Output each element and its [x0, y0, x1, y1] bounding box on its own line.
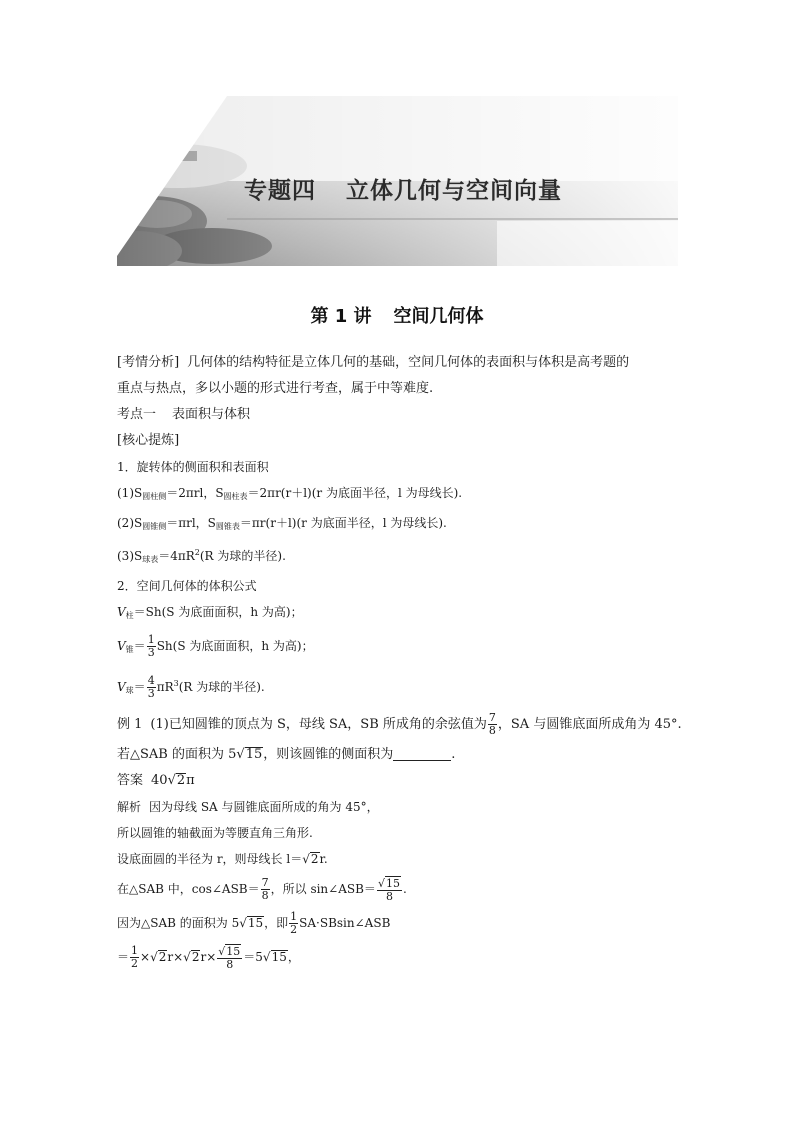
sqrt-sign: √ [183, 950, 191, 964]
formula-1: $(1)S_{圆柱侧}=2\pi rl$，$S_{圆柱表}=2\pi r(r+l)(r$ 为底面半径，l 为母线长). [117, 486, 463, 501]
chapter-banner [117, 96, 678, 266]
sqrt: 15 [245, 747, 263, 762]
sqrt-sign: √ [262, 950, 271, 964]
sqrt-sign: √ [167, 773, 176, 788]
chapter-topic: 专题四 [244, 178, 316, 204]
sqrt-sign: √ [239, 916, 247, 930]
intro-line-2: 重点与热点，多以小题的形式进行考查，属于中等难度. [117, 381, 434, 396]
lecture-title [0, 302, 794, 328]
sqrt-sign: √ [218, 945, 226, 958]
fraction: $\frac{4}{3}$ [147, 674, 155, 700]
volume-cone: $V_锥=$ $\frac{1}{3}$ Sh(S 为底面面积，h 为高)； [117, 633, 314, 659]
fraction: $\frac{1}{2}$ [131, 944, 139, 970]
example-label: 例 1 [117, 717, 143, 732]
example-line-2: 若△SAB 的面积为 5√15，则该圆锥的侧面积为 . [117, 747, 456, 762]
point-heading: 考点一 表面积与体积 [117, 407, 251, 422]
lecture-number: 第 1 讲 [310, 306, 372, 327]
solution-line-4: 在△SAB 中，cos∠ASB＝ $\frac{7}{8}$ ，所以 sin∠ASB＝ $\frac{√15}{8}$ . [117, 876, 407, 903]
solution-line-5: 因为△SAB 的面积为 5√15，即 $\frac{1}{2}$ SA·SBsin∠ASB [117, 910, 391, 936]
fraction: $\frac{√15}{8}$ [218, 945, 241, 971]
sqrt-sign: √ [377, 877, 385, 890]
fraction: $\frac{1}{2}$ [290, 910, 298, 936]
formula-3: $(3)S_{球表}=4\pi R^2(R$ 为球的半径). [117, 548, 286, 564]
section-1-heading: 1．旋转体的侧面积和表面积 [117, 460, 269, 474]
volume-sphere: $V_球=$ $\frac{4}{3}$ $\pi R^3(R$ 为球的半径). [117, 674, 265, 700]
fraction: $\frac{7}{8}$ [261, 876, 269, 902]
solution-line-6: ＝ $\frac{1}{2}$ ×√2r×√2r× $\frac{√15}{8}$ ＝5√15， [117, 944, 300, 971]
sqrt-sign: √ [236, 747, 245, 762]
chapter-name: 立体几何与空间向量 [346, 178, 562, 204]
formula-2: $(2)S_{圆锥侧}=\pi rl$，$S_{圆锥表}=\pi r(r+l)(r$ 为底面半径，l 为母线长). [117, 516, 447, 531]
sqrt-sign: √ [150, 950, 158, 964]
answer-line: 答案 40√2π [117, 773, 195, 788]
intro-line-1: [考情分析] 几何体的结构特征是立体几何的基础，空间几何体的表面积与体积是高考题的 [117, 355, 630, 370]
answer-blank [393, 746, 451, 761]
core-heading: [核心提炼] [117, 433, 180, 448]
solution-line-3: 设底面圆的半径为 r，则母线长 l＝√2r. [117, 852, 328, 866]
fraction: $\frac{√15}{8}$ [377, 877, 400, 903]
sqrt-sign: √ [302, 852, 310, 866]
intro-tag: [考情分析] [117, 355, 180, 370]
volume-prism: $V_柱=Sh(S$ 为底面面积，h 为高)； [117, 605, 303, 620]
lecture-name: 空间几何体 [393, 306, 484, 327]
solution-label: 解析 [117, 800, 142, 814]
answer-label: 答案 [117, 773, 144, 788]
solution-line-1: 解析 因为母线 SA 与圆锥底面所成的角为 45°， [117, 800, 379, 814]
section-2-heading: 2．空间几何体的体积公式 [117, 579, 257, 593]
chapter-title [244, 172, 562, 205]
document-body [117, 350, 682, 974]
fraction: $\frac{1}{3}$ [147, 633, 155, 659]
solution-line-2: 所以圆锥的轴截面为等腰直角三角形. [117, 826, 313, 840]
example-line-1: 例 1 (1)已知圆锥的顶点为 S，母线 SA，SB 所成角的余弦值为 $\frac{7}{8}$ ，SA 与圆锥底面所成角为 45°. [117, 711, 682, 737]
fraction: $\frac{7}{8}$ [488, 711, 496, 737]
